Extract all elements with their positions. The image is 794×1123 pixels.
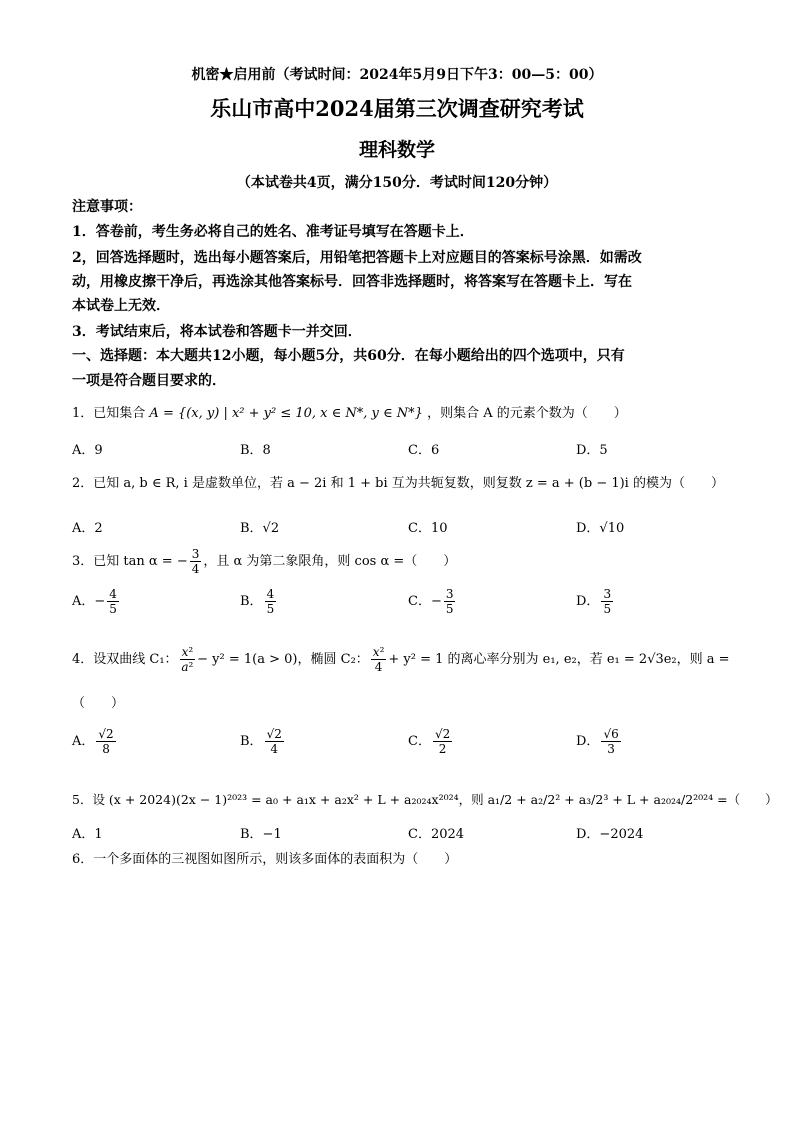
option-c xyxy=(408,728,454,755)
note-2-line-3: 本试卷上无效． xyxy=(72,298,170,314)
option-b: B．−1 xyxy=(240,827,282,842)
fraction-numerator: √6 xyxy=(603,727,619,741)
fraction-x2-over-4 xyxy=(371,646,387,673)
option-b xyxy=(240,588,278,615)
fraction-numerator: x² xyxy=(372,645,385,659)
option-label: A． xyxy=(72,734,95,749)
fraction-numerator: x² xyxy=(181,645,194,659)
section-1-line-2: 一项是符合题目要求的． xyxy=(72,373,226,389)
fraction-denominator: 3 xyxy=(607,742,615,756)
question-4-part-a: 4．设双曲线 C₁： xyxy=(72,652,178,667)
option-d: D．−2024 xyxy=(576,827,644,842)
note-1: 1．答卷前，考生务必将自己的姓名、准考证号填写在答题卡上． xyxy=(72,224,474,240)
fraction-numerator: 4 xyxy=(266,587,275,601)
option-b: B．8 xyxy=(240,443,271,458)
option-b: B．√2 xyxy=(240,521,280,536)
fraction-numerator: 4 xyxy=(109,587,117,601)
question-5: 5．设 (x + 2024)(2x − 1)²⁰²³ = a₀ + a₁x + a₂x² + L + a₂₀₂₄x²⁰²⁴，则 a₁/2 + a₂/2² + a₃/2³ + L + a₂₀₂₄/2²⁰²⁴ =（ ） xyxy=(72,792,778,807)
note-2-line-1: 2，回答选择题时，选出每小题答案后，用铅笔把答题卡上对应题目的答案标号涂黑．如需改 xyxy=(72,250,642,266)
option-label: D． xyxy=(576,734,600,749)
option-a xyxy=(72,588,121,615)
option-a: A．2 xyxy=(72,521,103,536)
option-label: C．− xyxy=(408,594,442,609)
option-d: D．5 xyxy=(576,443,608,458)
exam-title: 乐山市高中2024届第三次调查研究考试 xyxy=(210,96,584,121)
section-1-line-1: 一、选择题：本大题共12小题，每小题5分，共60分．在每小题给出的四个选项中，只有 xyxy=(72,348,625,364)
question-2: 2．已知 a, b ∈ R, i 是虚数单位，若 a − 2i 和 1 + bi 互为共轭复数，则复数 z = a + (b − 1)i 的模为（ ） xyxy=(72,476,724,491)
fraction-denominator: 5 xyxy=(445,602,454,616)
question-3-suffix: ，且 α 为第二象限角，则 cos α =（ ） xyxy=(203,554,457,569)
secret-line: 机密★启用前（考试时间：2024年5月9日下午3：00—5：00） xyxy=(191,67,603,83)
option-c: C．2024 xyxy=(408,827,465,842)
fraction-denominator: 4 xyxy=(191,562,200,576)
option-c xyxy=(408,588,457,615)
option-label: A．− xyxy=(72,594,106,609)
notes-heading: 注意事项： xyxy=(72,199,142,215)
fraction-denominator: 2 xyxy=(438,742,447,756)
option-b xyxy=(240,728,286,755)
question-3-fraction xyxy=(190,548,202,575)
fraction-denominator: a² xyxy=(181,660,194,674)
option-c: C．6 xyxy=(408,443,440,458)
fraction-numerator: 3 xyxy=(603,587,612,601)
option-a: A．1 xyxy=(72,827,103,842)
fraction-numerator: √2 xyxy=(266,727,282,741)
fraction-numerator: 3 xyxy=(191,547,200,561)
question-4-part-c: + y² = 1 的离心率分别为 e₁, e₂，若 e₁ = 2√3e₂，则 a = xyxy=(388,652,730,667)
question-4 xyxy=(72,646,730,673)
fraction-denominator: 8 xyxy=(102,742,110,756)
fraction-numerator: √2 xyxy=(434,727,451,741)
question-3 xyxy=(72,548,456,575)
option-a xyxy=(72,728,118,755)
fraction-denominator: 5 xyxy=(266,602,275,616)
question-6: 6．一个多面体的三视图如图所示，则该多面体的表面积为（ ） xyxy=(72,852,458,867)
exam-info: （本试卷共4页，满分150分．考试时间120分钟） xyxy=(236,175,558,191)
note-2-line-2: 动，用橡皮擦干净后，再选涂其他答案标号．回答非选择题时，将答案写在答题卡上．写在 xyxy=(72,274,632,290)
note-3: 3．考试结束后，将本试卷和答题卡一并交回． xyxy=(72,324,362,340)
option-d xyxy=(576,728,623,755)
fraction-denominator: 4 xyxy=(374,660,383,674)
question-4-continuation: （ ） xyxy=(72,696,125,711)
option-label: D． xyxy=(576,594,600,609)
option-label: B． xyxy=(240,594,263,609)
question-1-suffix: ，则集合 A 的元素个数为（ ） xyxy=(427,406,627,421)
subject-title: 理科数学 xyxy=(358,139,435,161)
fraction-denominator: 4 xyxy=(270,742,279,756)
fraction-denominator: 5 xyxy=(109,602,117,616)
question-1-set: A = {(x, y) | x² + y² ≤ 10, x ∈ N*, y ∈ N*} xyxy=(149,406,423,421)
option-d xyxy=(576,588,615,615)
fraction-x2-over-a2 xyxy=(180,646,196,673)
fraction-denominator: 5 xyxy=(603,602,612,616)
option-c: C．10 xyxy=(408,521,448,536)
question-1-prefix: 1．已知集合 xyxy=(72,406,146,421)
fraction-numerator: √2 xyxy=(98,727,114,741)
option-a: A．9 xyxy=(72,443,103,458)
question-1 xyxy=(72,402,627,421)
question-4-part-b: − y² = 1(a > 0)，椭圆 C₂： xyxy=(197,652,369,667)
option-d: D．√10 xyxy=(576,521,625,536)
fraction-numerator: 3 xyxy=(445,587,454,601)
option-label: C． xyxy=(408,734,431,749)
question-3-prefix: 3．已知 tan α = − xyxy=(72,554,188,569)
option-label: B． xyxy=(240,734,263,749)
